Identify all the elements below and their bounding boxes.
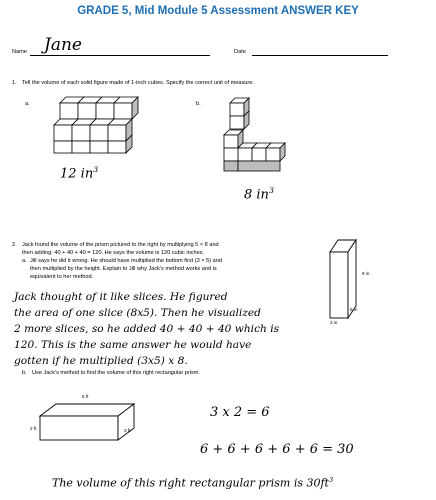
prism-depth-label: 3 in [330,320,338,325]
answer-line-3: 2 more slices, so he added 40 + 40 + 40 which is [14,323,280,335]
date-underline [252,55,388,56]
name-label: Name [12,49,27,55]
work-line-2: 6 + 6 + 6 + 6 + 6 = 30 [200,442,354,457]
q2-b-prompt: Use Jack's method to find the volume of this right rectangular prism. [32,370,201,376]
q2-b-label: b. [22,370,27,376]
q1-b-answer: 8 $in^3$ [244,186,274,203]
q1-a-label: a. [25,101,30,107]
answer-line-4: 120. This is the same answer he would have [14,339,252,351]
prism-height-label: 8 in [362,271,370,276]
q2-prompt-line2: then adding: 40 + 40 + 40 = 120. He says the volume is 120 cubic inches. [22,250,205,256]
prism2-height-label: 2 ft [30,426,37,431]
prism2-length-label: 5 ft [82,394,89,399]
q2-number: 2. [12,242,17,248]
cube-figure-a [50,95,140,155]
q2-prompt-line1: Jack found the volume of the prism pictured to the right by multiplying 5 × 8 and [22,242,219,248]
answer-line-2: the area of one slice (8x5). Then he visualized [14,307,261,319]
tall-prism-figure [326,236,386,326]
work-line-1: 3 x 2 = 6 [210,405,270,420]
student-name: Jane [44,35,82,55]
q2-a-line2: then multiplied by the height. Explain to Jill why Jack's method works and is [30,266,217,272]
answer-line-5: gotten if he multiplied (3x5) x 8. [14,355,188,367]
name-underline [30,55,210,56]
final-answer: The volume of this right rectangular prism is $30ft^3$ [52,476,334,490]
cube-figure-b [220,97,300,177]
date-label: Date [234,49,246,55]
q1-number: 1. [12,80,17,86]
page-title: GRADE 5, Mid Module 5 Assessment ANSWER KEY [77,5,359,17]
flat-prism-figure [34,400,144,450]
q1-b-label: b. [196,101,201,107]
q2-a-line3: equivalent to her method. [30,274,94,280]
q2-a-label: a. [22,258,27,264]
q2-a-line1: Jill says he did it wrong. He should have multiplied the bottom first (3 × 5) and [30,258,222,264]
q1-a-answer: 12 $in^3$ [60,165,99,182]
answer-line-1: Jack thought of it like slices. He figured [14,291,228,303]
prism-width-label: 5 in [350,307,358,312]
prism2-depth-label: 3 ft [124,428,131,433]
q1-prompt: Tell the volume of each solid figure made of 1-inch cubes. Specify the correct unit of measure. [22,80,254,86]
